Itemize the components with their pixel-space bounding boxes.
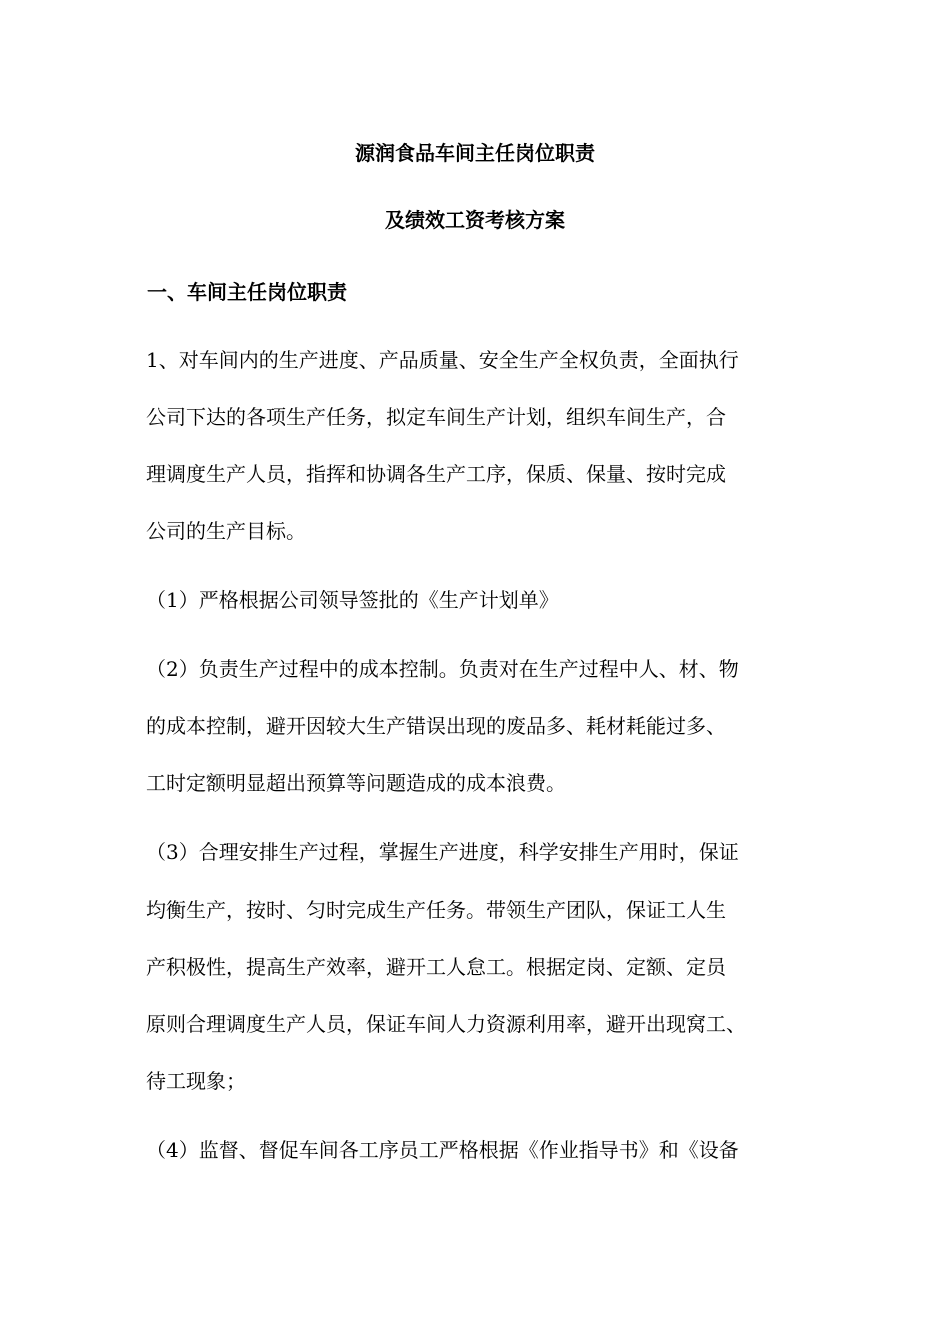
paragraph-line: 原则合理调度生产人员，保证车间人力资源利用率，避开出现窝工、 [146,1012,746,1036]
document-title-line-2: 及绩效工资考核方案 [385,208,565,232]
paragraph-line: 待工现象； [146,1069,246,1093]
paragraph-line: 工时定额明显超出预算等问题造成的成本浪费。 [146,771,566,795]
paragraph-line: （1）严格根据公司领导签批的《生产计划单》 [146,588,559,612]
document-title-line-1: 源润食品车间主任岗位职责 [355,141,595,165]
paragraph-line: （3）合理安排生产过程，掌握生产进度，科学安排生产用时，保证 [146,840,739,864]
paragraph-line: 的成本控制，避开因较大生产错误出现的废品多、耗材耗能过多、 [146,714,726,738]
paragraph-line: 1、对车间内的生产进度、产品质量、安全生产全权负责，全面执行 [146,348,739,372]
paragraph-line: 公司的生产目标。 [146,519,306,543]
paragraph-line: 理调度生产人员，指挥和协调各生产工序，保质、保量、按时完成 [146,462,726,486]
paragraph-line: （2）负责生产过程中的成本控制。负责对在生产过程中人、材、物 [146,657,739,681]
section-heading: 一、车间主任岗位职责 [147,280,347,304]
paragraph-line: 产积极性，提高生产效率，避开工人怠工。根据定岗、定额、定员 [146,955,726,979]
paragraph-line: 均衡生产，按时、匀时完成生产任务。带领生产团队，保证工人生 [146,898,726,922]
paragraph-line: （4）监督、督促车间各工序员工严格根据《作业指导书》和《设备 [146,1138,739,1162]
paragraph-line: 公司下达的各项生产任务，拟定车间生产计划，组织车间生产，合 [146,405,726,429]
